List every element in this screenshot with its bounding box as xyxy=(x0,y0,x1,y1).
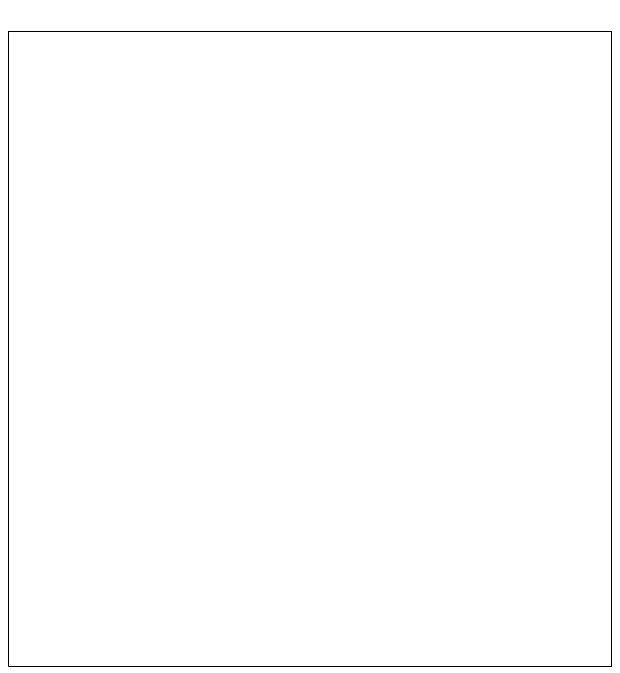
station-table xyxy=(8,31,612,667)
